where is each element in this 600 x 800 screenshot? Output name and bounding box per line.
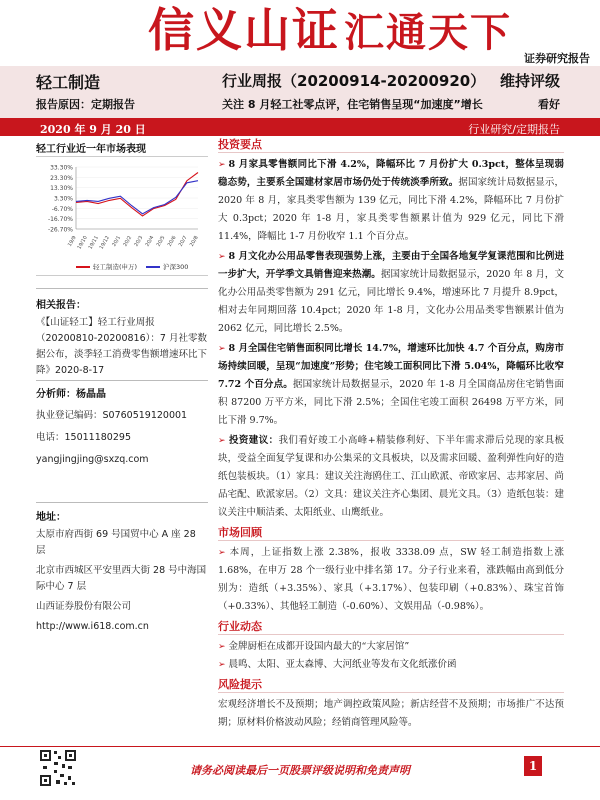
paragraph-furniture-bold: 8 月家具零售额同比下滑 4.2%，降幅环比 7 月份扩大 0.3pct，整体呈现弱稳态势，主要系全国建材家居市场仍处于传统淡季所致。 — [218, 159, 564, 188]
paragraph-housing-bold: 8 月全国住宅销售面积同比增长 14.7%，增速环比加快 4.7 个百分点，购房市场持续回暖，呈现“加速度”形势；住宅竣工面积同比下滑 5.04%，降幅环比收窄 7.72 个百分点。 — [218, 343, 564, 390]
date-bar — [0, 120, 600, 136]
rating: 维持评级 — [499, 72, 560, 90]
bullet-icon: ➢ — [218, 548, 226, 558]
report-date: 2020 年 9 月 20 日 — [40, 123, 146, 136]
report-reason: 报告原因：定期报告 — [36, 98, 135, 111]
bullet-icon: ➢ — [218, 344, 226, 354]
x-tick-label: 20/3 — [133, 235, 145, 248]
news-item — [218, 656, 564, 674]
legend-label: 沪深300 — [163, 263, 189, 271]
x-tick-label: 20/7 — [177, 235, 189, 248]
slogan-part1: 信义山证 — [148, 3, 340, 57]
brand-slogan — [148, 0, 512, 60]
x-tick-label: 20/2 — [122, 235, 134, 248]
y-tick-label: 23.30% — [50, 174, 73, 182]
address-beijing: 北京市西城区平安里西大街 28 号中海国际中心 7 层 — [36, 565, 207, 592]
investment-advice-label: 投资建议： — [228, 435, 279, 446]
main-content — [218, 136, 564, 732]
section-invest-heading: 投资要点 — [218, 136, 564, 153]
y-tick-label: -16.70% — [47, 216, 73, 224]
analyst-label: 分析师：杨晶晶 — [36, 389, 106, 400]
analyst-info — [36, 386, 208, 468]
legend-label: 轻工制造(申万) — [93, 263, 138, 271]
left-divider — [36, 288, 208, 289]
industry-name: 轻工制造 — [36, 73, 101, 92]
bullet-icon: ➢ — [218, 660, 226, 670]
x-tick-label: 19/9 — [66, 235, 78, 248]
website-link[interactable]: http://www.i618.com.cn — [36, 621, 149, 632]
left-divider — [36, 380, 208, 381]
report-type-label: 证券研究报告 — [524, 52, 590, 65]
bullet-icon: ➢ — [218, 160, 226, 170]
x-tick-label: 20/6 — [166, 235, 178, 248]
chart-title: 轻工行业近一年市场表现 — [36, 144, 146, 155]
news-item-1: 金牌厨柜在成都开设国内最大的“大家居馆” — [228, 641, 410, 652]
slogan-part2: 汇通天下 — [344, 9, 512, 56]
x-tick-label: 19/11 — [87, 235, 100, 251]
x-tick-label: 20/4 — [144, 235, 156, 248]
bullet-icon: ➢ — [218, 642, 226, 652]
y-tick-label: 13.30% — [50, 185, 73, 193]
investment-advice-text: 我们看好竣工小高峰+精装修利好、下半年需求滞后兑现的家具板块，受益全面复学复课和办公集采的文具板块，以及需求回暖、盈利弹性向好的造纸包装板块。（1）家具：建议关注海鸥住工、江山欧派、帝欧家居、志邦家居、尚品宅配、欧派家居。（2）文具：建议关注齐心集团、晨光文具。（3）造纸包装：建议关注中顺洁柔、太阳纸业、山鹰纸业。 — [218, 435, 564, 518]
y-tick-label: 33.30% — [50, 164, 73, 172]
section-news-heading: 行业动态 — [218, 618, 564, 635]
paragraph-market-review — [218, 544, 564, 616]
address-info — [36, 508, 208, 635]
related-report-link[interactable]: 《【山证轻工】轻工行业周报（20200810-20200816）：7 月社零数据公布，淡季轻工消费零售额增速环比下降》2020-8-17 — [36, 317, 208, 376]
rating-view: 看好 — [538, 98, 560, 111]
y-tick-label: -26.70% — [47, 226, 73, 234]
email-address[interactable]: yangjingjing@sxzq.com — [36, 454, 149, 465]
market-review-text: 本周，上证指数上涨 2.38%，报收 3338.09 点，SW 轻工制造指数上涨 1.68%，在申万 28 个一级行业中排名第 17。分子行业来看，涨跌幅由高到低分别为：造纸（+3.35%）、家具（+3.17%）、包装印刷（+0.83%）、珠宝首饰（+0.33%）、其他轻工制造（-0.60%）、文娱用品（-0.98%）。 — [218, 547, 564, 612]
x-tick-label: 19/12 — [98, 235, 112, 251]
paragraph-housing-text: 据国家统计局数据显示，2020 年 1-8 月全国商品房住宅销售面积 87200 万平方米，同比下滑 2.5%；全国住宅竣工面积 26498 万平方米，同比下滑 9.7%。 — [218, 379, 564, 426]
report-subtitle: 关注 8 月轻工社零点评，住宅销售呈现“加速度”增长 — [222, 98, 483, 111]
title-bar — [0, 66, 600, 120]
left-column — [36, 140, 208, 271]
series-line-2 — [76, 181, 198, 214]
footer-divider — [0, 746, 600, 747]
section-market-heading: 市场回顾 — [218, 524, 564, 541]
phone: 电话：15011180295 — [36, 432, 131, 443]
chart-svg — [36, 157, 208, 277]
paragraph-office-text: 据国家统计局数据显示，2020 年 8 月，文化办公用品类零售额为 291 亿元，同比增长 9.4%，增速环比 7 月提升 8.9pct，相对去年同期回落 10.4pct；2020 年 1-8 月，文化办公用品类零售额累计值为 2062 亿元，同比增长 2.5%。 — [218, 269, 564, 334]
related-reports — [36, 296, 208, 379]
paragraph-furniture-text: 据国家统计局数据显示，2020 年 8 月，家具类零售额为 139 亿元，同比下滑 4.2%，降幅环比 7 月份扩大 0.3pct；2020 年 1-8 月，家具类零售额累计值为 929 亿元，同比下滑 11.4%，降幅比 1-7 月份收窄 1.1 个百分点。 — [218, 177, 564, 242]
x-tick-label: 19/10 — [76, 235, 89, 251]
x-tick-label: 20/8 — [188, 235, 200, 248]
bullet-icon: ➢ — [218, 436, 226, 446]
news-item-2: 晨鸣、太阳、亚太森博、大河纸业等发布文化纸涨价函 — [228, 659, 457, 670]
x-tick-label: 20/1 — [111, 235, 123, 248]
company-name: 山西证券股份有限公司 — [36, 601, 132, 612]
paragraph-investment-advice — [218, 432, 564, 522]
disclaimer: 请务必阅读最后一页股票评级说明和免责声明 — [190, 764, 410, 777]
paragraph-housing — [218, 340, 564, 430]
paragraph-office — [218, 248, 564, 338]
page-number: 1 — [524, 756, 542, 776]
bullet-icon: ➢ — [218, 252, 226, 262]
address-taiyuan: 太原市府西街 69 号国贸中心 A 座 28 层 — [36, 529, 196, 556]
risk-text: 宏观经济增长不及预期；地产调控政策风险；新店经营不及预期；市场推广不达预期；原材料价格波动风险；经销商管理风险等。 — [218, 699, 564, 728]
report-title: 行业周报（20200914-20200920） — [222, 72, 486, 90]
paragraph-furniture — [218, 156, 564, 246]
license-number: 执业登记编码：S0760519120001 — [36, 410, 188, 421]
paragraph-office-bold: 8 月文化办公用品零售表现强势上涨，主要由于全国各地复学复课范围和比例进一步扩大，开学季文具销售迎来热潮。 — [218, 251, 564, 280]
address-label: 地址： — [36, 512, 66, 523]
section-risk-heading: 风险提示 — [218, 676, 564, 693]
report-category: 行业研究/定期报告 — [468, 123, 560, 136]
y-tick-label: 3.30% — [53, 195, 73, 203]
news-item — [218, 638, 564, 656]
related-label: 相关报告： — [36, 300, 86, 311]
header-banner — [0, 0, 600, 65]
market-chart — [36, 156, 208, 276]
y-tick-label: -6.70% — [51, 205, 73, 213]
left-divider — [36, 502, 208, 503]
x-tick-label: 20/5 — [155, 235, 167, 248]
